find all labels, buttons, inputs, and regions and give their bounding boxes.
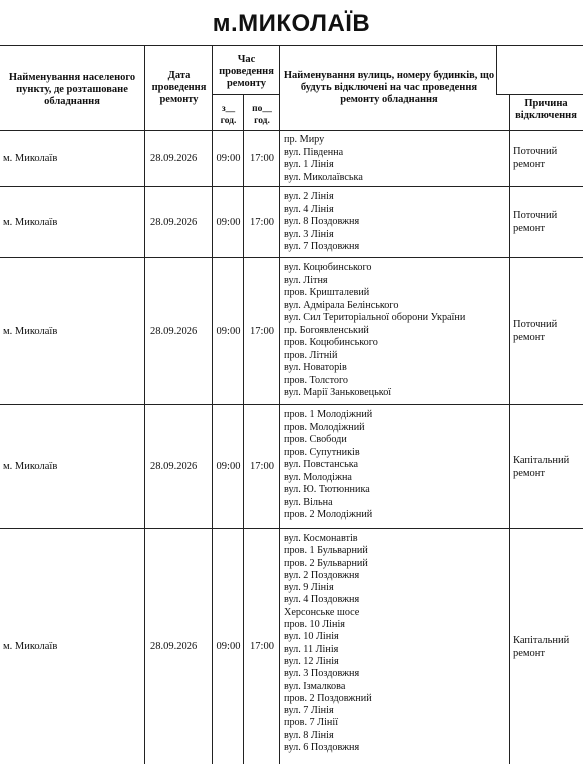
streets-cell [281,130,512,186]
header-to: по__ год. [252,104,272,126]
street-item: вул. 4 Поздовжня [284,594,360,606]
street-item: пров. Літній [284,349,338,361]
street-item: вул. 8 Поздовжня [284,216,360,227]
reason-cell: Поточний ремонт [513,319,558,343]
table-row [0,130,583,187]
streets-cell [281,529,512,764]
street-item: вул. Адмірала Белінського [284,299,399,311]
street-item: вул. Космонавтів [284,533,358,544]
table-row [0,529,583,764]
street-item: вул. Ю. Тютюнника [284,484,370,495]
street-item: пров. Свободи [284,434,347,445]
time-to-cell: 17:00 [250,641,274,652]
time-from-cell: 09:00 [216,641,241,652]
reason-cell: Поточний ремонт [513,146,558,170]
street-item: вул. Молодіжна [284,471,352,483]
street-item: вул. 7 Поздовжня [284,241,360,252]
reason-cell: Капітальний ремонт [513,634,570,659]
date-cell: 28.09.2026 [150,461,198,472]
street-item: вул. Ізмалкова [284,680,346,692]
streets-list [284,130,363,186]
street-item: вул. 12 Лінія [284,655,339,667]
street-item: пр. Богоявленський [284,324,369,336]
street-item: вул. Південна [284,146,344,158]
street-item: пров. 2 Молодіжний [284,509,373,520]
table-row [0,187,583,258]
street-item: пров. 2 Бульварний [284,557,368,569]
street-item: вул. 6 Поздовжня [284,742,360,754]
street-item: пров. 2 Поздовжний [284,692,372,704]
locality-cell: м. Миколаїв [3,325,58,337]
header-reason: Причина відключення [515,98,577,121]
locality-cell: м. Миколаїв [3,461,58,472]
header-time: Час проведення ремонту [219,54,274,89]
street-item: вул. Сил Територіальної оборони України [284,312,466,323]
time-from-cell: 09:00 [216,216,241,228]
streets-list [284,405,372,528]
street-item: пров. Супутників [284,446,360,458]
street-item: пров. 1 Молодіжний [284,409,373,420]
street-item: пр. Миру [284,134,325,145]
date-cell: 28.09.2026 [150,325,198,337]
street-item: пров. Молодіжний [284,421,365,433]
street-item: вул. Новаторів [284,362,347,373]
street-item: вул. 2 Лінія [284,191,334,202]
street-item: вул. 3 Лінія [284,228,334,240]
street-item: пров. 10 Лінія [284,619,345,631]
header-locality: Найменування населеного пункту, де розташоване обладнання [8,72,136,107]
street-item: вул. 1 Лінія [284,159,334,170]
time-from-cell: 09:00 [216,325,241,337]
street-item: пров. Кришталевий [284,287,370,298]
header-date: Дата проведення ремонту [151,70,207,105]
street-item: вул. Миколаївська [284,171,363,183]
time-to-cell: 17:00 [250,152,274,164]
street-item: вул. 3 Поздовжня [284,668,360,680]
time-to-cell: 17:00 [250,325,274,337]
table-row [0,405,583,529]
street-item: вул. 10 Лінія [284,631,339,643]
street-item: пров. 1 Бульварний [284,545,368,557]
date-cell: 28.09.2026 [150,216,198,228]
street-item: вул. Літня [284,274,328,286]
header-from: з__ год. [220,104,237,126]
street-item: вул. 7 Лінія [284,705,334,717]
streets-cell [281,405,512,528]
locality-cell: м. Миколаїв [3,152,58,164]
street-item: вул. 11 Лінія [284,643,339,655]
street-item: вул. Вільна [284,496,333,508]
street-item: вул. 9 Лінія [284,582,334,594]
locality-cell: м. Миколаїв [3,216,58,228]
streets-cell [281,187,512,257]
time-from-cell: 09:00 [216,461,241,472]
time-from-cell: 09:00 [216,152,241,164]
reason-cell: Поточний ремонт [513,210,558,234]
street-item: пров. Коцюбинського [284,337,378,348]
streets-list [284,258,465,404]
street-item: вул. 8 Лінія [284,729,334,741]
time-to-cell: 17:00 [250,461,274,472]
street-item: вул. 4 Лінія [284,203,334,215]
time-to-cell: 17:00 [250,216,274,228]
streets-list [284,529,372,764]
street-item: пров. Толстого [284,374,348,386]
header-streets: Найменування вулиць, номеру будинків, що будуть відключені на час проведення ремонту обладнання [283,70,495,105]
table-header [0,45,583,131]
date-cell: 28.09.2026 [150,152,198,164]
date-cell: 28.09.2026 [150,641,198,652]
street-item: вул. Повстанська [284,459,359,470]
locality-cell: м. Миколаїв [3,641,58,652]
street-item: Херсонське шосе [284,606,360,618]
street-item: вул. Коцюбинського [284,262,372,273]
streets-cell [281,258,512,404]
reason-cell: Капітальний ремонт [513,454,570,479]
table-row [0,258,583,405]
page-title: м.МИКОЛАЇВ [212,10,371,37]
street-item: пров. 7 Лінії [284,717,339,729]
street-item: вул. 2 Поздовжня [284,569,360,581]
streets-list [284,187,359,257]
street-item: вул. Марії Заньковецької [284,387,392,398]
